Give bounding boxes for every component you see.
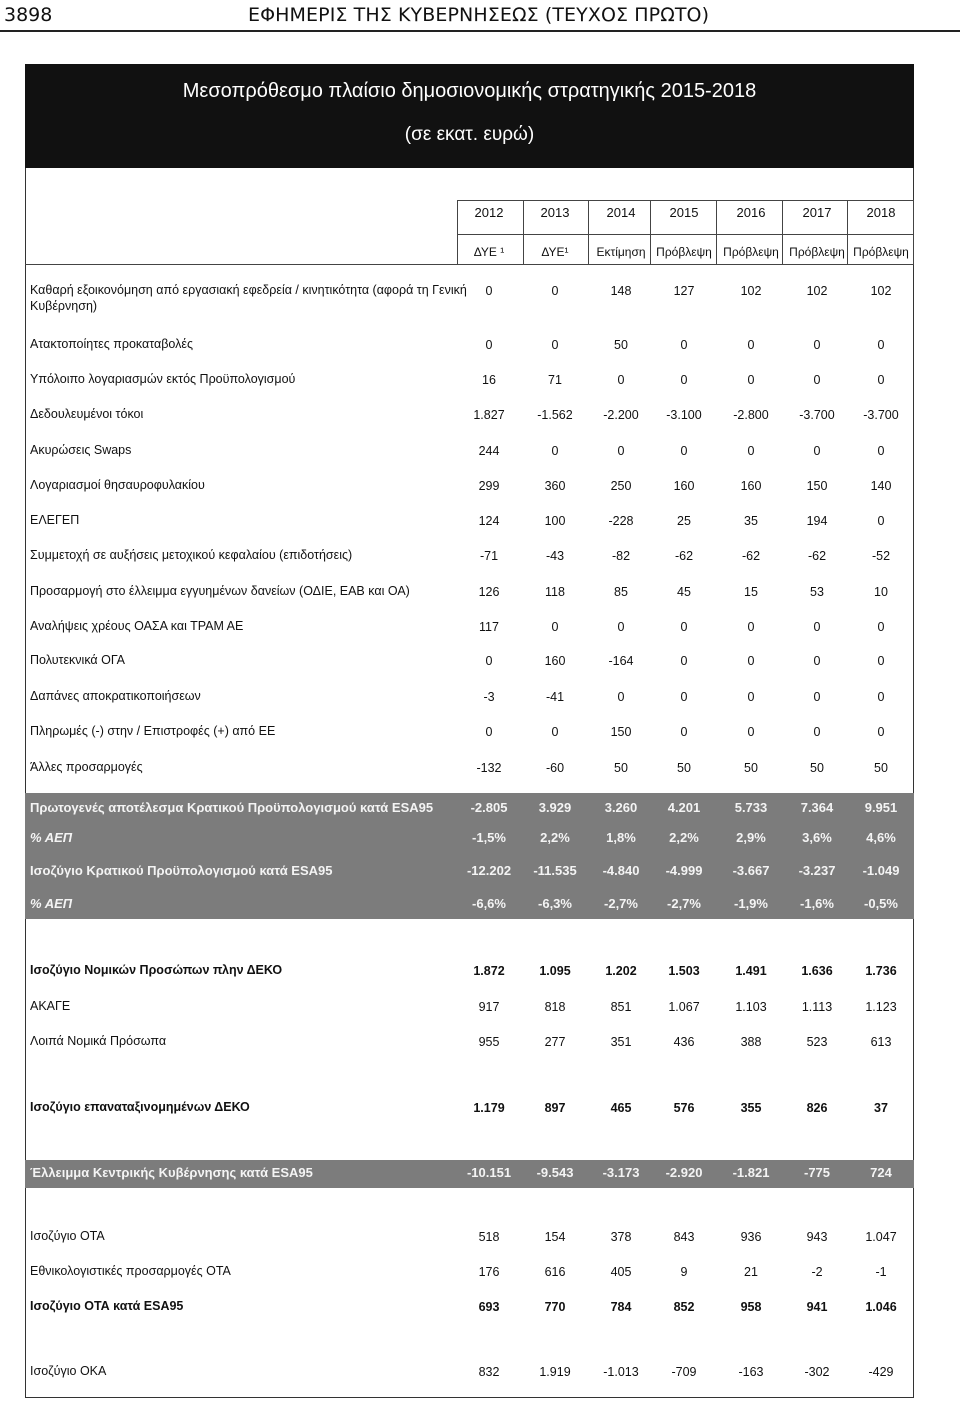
table-cell: 0 bbox=[617, 620, 625, 634]
table-cell: -3.700 bbox=[863, 408, 899, 422]
table-cell: -43 bbox=[545, 549, 565, 563]
table-cell: 1.736 bbox=[865, 964, 897, 978]
table-cell: -132 bbox=[476, 761, 502, 775]
band-row-label: Έλλειμμα Κεντρικής Κυβέρνησης κατά ESA95 bbox=[30, 1165, 313, 1180]
band-cell: -2.920 bbox=[665, 1165, 703, 1180]
table-cell: 897 bbox=[544, 1101, 566, 1115]
table-cell: 936 bbox=[740, 1230, 762, 1244]
table-cell: 160 bbox=[673, 479, 695, 493]
header-rule-mid bbox=[457, 234, 913, 235]
row-label: Αναλήψεις χρέους ΟΑΣΑ και ΤΡΑΜ ΑΕ bbox=[30, 619, 244, 633]
table-cell: 1.095 bbox=[539, 964, 571, 978]
table-cell: 1.067 bbox=[668, 1000, 700, 1014]
table-cell: 0 bbox=[877, 725, 885, 739]
table-cell: -3.100 bbox=[666, 408, 702, 422]
band-cell: -3.237 bbox=[798, 863, 836, 878]
column-divider bbox=[913, 200, 914, 264]
row-label: Ισοζύγιο επαναταξινομημένων ΔΕΚΟ bbox=[30, 1100, 250, 1114]
table-cell: -62 bbox=[674, 549, 694, 563]
band-cell: -1,6% bbox=[800, 896, 834, 911]
table-cell: 1.202 bbox=[605, 964, 637, 978]
band-cell: 2,2% bbox=[540, 830, 570, 845]
table-cell: -71 bbox=[479, 549, 499, 563]
table-cell: 35 bbox=[744, 514, 758, 528]
table-cell: 9 bbox=[680, 1265, 688, 1279]
table-cell: 436 bbox=[673, 1035, 695, 1049]
table-cell: 851 bbox=[610, 1000, 632, 1014]
band-cell: -4.999 bbox=[665, 863, 703, 878]
row-label: ΑΚΑΓΕ bbox=[30, 999, 71, 1013]
row-label: Ισοζύγιο ΟΤΑ κατά ESA95 bbox=[30, 1299, 184, 1313]
table-cell: 1.179 bbox=[473, 1101, 505, 1115]
table-cell: 0 bbox=[551, 338, 559, 352]
table-cell: 1.636 bbox=[801, 964, 833, 978]
table-cell: -62 bbox=[807, 549, 827, 563]
table-cell: 523 bbox=[806, 1035, 828, 1049]
table-cell: 21 bbox=[744, 1265, 758, 1279]
band-cell: -2.805 bbox=[470, 800, 508, 815]
header-rule-top bbox=[457, 200, 913, 201]
table-cell: 0 bbox=[551, 725, 559, 739]
table-cell: 50 bbox=[677, 761, 691, 775]
band-cell: -3.173 bbox=[602, 1165, 640, 1180]
table-cell: 154 bbox=[544, 1230, 566, 1244]
table-cell: 784 bbox=[610, 1300, 632, 1314]
table-cell: 0 bbox=[551, 444, 559, 458]
table-cell: 0 bbox=[747, 690, 755, 704]
table-cell: 0 bbox=[877, 373, 885, 387]
table-cell: 1.103 bbox=[735, 1000, 767, 1014]
estimate-type-header: Πρόβλεψη bbox=[723, 245, 779, 259]
table-cell: 0 bbox=[877, 690, 885, 704]
table-cell: 124 bbox=[478, 514, 500, 528]
table-cell: 194 bbox=[806, 514, 828, 528]
table-cell: 0 bbox=[485, 725, 493, 739]
row-label: Καθαρή εξοικονόμηση από εργασιακή εφεδρεία / κινητικότητα (αφορά τη Γενική Κυβέρνηση) bbox=[30, 283, 467, 313]
estimate-type-header: Πρόβλεψη bbox=[789, 245, 845, 259]
table-cell: -1 bbox=[875, 1265, 887, 1279]
table-cell: -228 bbox=[608, 514, 634, 528]
journal-title: ΕΦΗΜΕΡΙΣ ΤΗΣ ΚΥΒΕΡΝΗΣΕΩΣ (ΤΕΥΧΟΣ ΠΡΩΤΟ) bbox=[248, 4, 710, 26]
table-cell: -52 bbox=[871, 549, 891, 563]
band-cell: -3.667 bbox=[732, 863, 770, 878]
table-cell: 140 bbox=[870, 479, 892, 493]
table-cell: 0 bbox=[551, 620, 559, 634]
table-cell: 405 bbox=[610, 1265, 632, 1279]
table-cell: 0 bbox=[747, 725, 755, 739]
table-cell: -1.562 bbox=[537, 408, 573, 422]
table-cell: -2.200 bbox=[603, 408, 639, 422]
year-header: 2013 bbox=[540, 205, 570, 220]
band-cell: -1,9% bbox=[734, 896, 768, 911]
table-cell: 0 bbox=[813, 444, 821, 458]
table-cell: 351 bbox=[610, 1035, 632, 1049]
table-cell: 50 bbox=[810, 761, 824, 775]
table-cell: 71 bbox=[548, 373, 562, 387]
table-cell: 0 bbox=[813, 654, 821, 668]
row-label: Ατακτοποίητες προκαταβολές bbox=[30, 337, 193, 351]
band-cell: 1,8% bbox=[606, 830, 636, 845]
table-cell: 0 bbox=[813, 725, 821, 739]
table-cell: 0 bbox=[617, 690, 625, 704]
year-header: 2017 bbox=[802, 205, 832, 220]
table-cell: 0 bbox=[747, 654, 755, 668]
table-cell: -2 bbox=[811, 1265, 823, 1279]
table-cell: 0 bbox=[813, 690, 821, 704]
band-cell: -11.535 bbox=[533, 863, 577, 878]
table-cell: 0 bbox=[747, 338, 755, 352]
estimate-type-header: Πρόβλεψη bbox=[656, 245, 712, 259]
table-cell: 25 bbox=[677, 514, 691, 528]
table-cell: -3 bbox=[483, 690, 495, 704]
band-cell: -6,6% bbox=[472, 896, 506, 911]
table-cell: 0 bbox=[877, 338, 885, 352]
year-header: 2016 bbox=[736, 205, 766, 220]
table-cell: 118 bbox=[545, 585, 565, 599]
table-cell: 518 bbox=[478, 1230, 500, 1244]
band-cell: -12.202 bbox=[466, 863, 512, 878]
table-cell: 102 bbox=[870, 284, 892, 298]
table-cell: 0 bbox=[485, 284, 493, 298]
table-cell: 941 bbox=[806, 1300, 828, 1314]
table-cell: -302 bbox=[804, 1365, 830, 1379]
estimate-type-header: Εκτίμηση bbox=[596, 245, 646, 259]
band-cell: -6,3% bbox=[538, 896, 572, 911]
band-cell: 724 bbox=[870, 1165, 892, 1180]
table-cell: 0 bbox=[485, 654, 493, 668]
table-cell: 388 bbox=[740, 1035, 762, 1049]
table-cell: 955 bbox=[478, 1035, 500, 1049]
table-cell: 0 bbox=[877, 514, 885, 528]
table-cell: -164 bbox=[608, 654, 634, 668]
table-subtitle: (σε εκατ. ευρώ) bbox=[404, 124, 535, 145]
band-cell: -10.151 bbox=[466, 1165, 512, 1180]
row-label: Εθνικολογιστικές προσαρμογές ΟΤΑ bbox=[30, 1264, 231, 1278]
year-header: 2018 bbox=[866, 205, 896, 220]
band-cell: 3,6% bbox=[802, 830, 832, 845]
table-cell: 102 bbox=[740, 284, 762, 298]
table-cell: 1.503 bbox=[668, 964, 700, 978]
estimate-type-header: ΔΥΕ ¹ bbox=[473, 245, 505, 259]
band-cell: 5.733 bbox=[734, 800, 768, 815]
table-cell: 0 bbox=[813, 338, 821, 352]
table-cell: 277 bbox=[544, 1035, 566, 1049]
table-cell: 0 bbox=[813, 373, 821, 387]
table-cell: 0 bbox=[747, 373, 755, 387]
table-cell: 943 bbox=[806, 1230, 828, 1244]
table-cell: 613 bbox=[870, 1035, 892, 1049]
table-cell: 0 bbox=[680, 373, 688, 387]
table-cell: 818 bbox=[544, 1000, 566, 1014]
table-cell: 16 bbox=[482, 373, 496, 387]
table-cell: -82 bbox=[611, 549, 631, 563]
table-cell: 917 bbox=[478, 1000, 500, 1014]
table-cell: -429 bbox=[868, 1365, 894, 1379]
table-cell: 0 bbox=[747, 620, 755, 634]
table-cell: 176 bbox=[478, 1265, 500, 1279]
table-cell: 50 bbox=[874, 761, 888, 775]
table-cell: 127 bbox=[673, 284, 695, 298]
table-cell: 126 bbox=[478, 585, 500, 599]
estimate-type-header: Πρόβλεψη bbox=[853, 245, 909, 259]
table-cell: 148 bbox=[610, 284, 632, 298]
band-cell: -1.821 bbox=[732, 1165, 770, 1180]
band-cell: -1.049 bbox=[862, 863, 900, 878]
band-row-label: Πρωτογενές αποτέλεσμα Κρατικού Προϋπολογισμού κατά ESA95 bbox=[30, 800, 434, 815]
band-cell: 4,6% bbox=[866, 830, 896, 845]
table-cell: 299 bbox=[478, 479, 500, 493]
row-label: Δαπάνες αποκρατικοποιήσεων bbox=[30, 689, 201, 703]
table-cell: 15 bbox=[744, 585, 758, 599]
band-cell: 3.929 bbox=[538, 800, 572, 815]
table-cell: 0 bbox=[485, 338, 493, 352]
band-cell: -2,7% bbox=[604, 896, 638, 911]
band-row-label: % ΑΕΠ bbox=[30, 830, 73, 845]
table-cell: 1.919 bbox=[539, 1365, 571, 1379]
table-cell: 1.046 bbox=[865, 1300, 897, 1314]
table-cell: 160 bbox=[544, 654, 566, 668]
table-cell: 100 bbox=[544, 514, 566, 528]
table-cell: 150 bbox=[610, 725, 632, 739]
estimate-type-header: ΔΥΕ¹ bbox=[541, 245, 569, 259]
primary-balance-band bbox=[25, 793, 914, 919]
band-cell: -775 bbox=[803, 1165, 831, 1180]
band-cell: -1,5% bbox=[472, 830, 506, 845]
table-cell: -1.013 bbox=[603, 1365, 639, 1379]
table-cell: 50 bbox=[614, 338, 628, 352]
table-cell: 1.872 bbox=[473, 964, 505, 978]
table-cell: -2.800 bbox=[733, 408, 769, 422]
table-cell: -60 bbox=[545, 761, 565, 775]
band-row-label: Ισοζύγιο Κρατικού Προϋπολογισμού κατά ESA95 bbox=[30, 863, 333, 878]
band-cell: 7.364 bbox=[800, 800, 834, 815]
band-cell: -0,5% bbox=[864, 896, 898, 911]
table-cell: 53 bbox=[810, 585, 824, 599]
table-cell: 0 bbox=[617, 373, 625, 387]
table-cell: 1.113 bbox=[801, 1000, 833, 1014]
column-divider bbox=[716, 200, 717, 264]
table-cell: 378 bbox=[610, 1230, 632, 1244]
table-cell: 0 bbox=[680, 620, 688, 634]
row-label: ΕΛΕΓΕΠ bbox=[30, 513, 80, 527]
row-label: Πολυτεκνικά ΟΓΑ bbox=[30, 653, 125, 667]
table-cell: 45 bbox=[677, 585, 691, 599]
table-cell: 1.123 bbox=[865, 1000, 897, 1014]
band-cell: 9.951 bbox=[864, 800, 898, 815]
table-title: Μεσοπρόθεσμο πλαίσιο δημοσιονομικής στρατηγικής 2015-2018 bbox=[182, 80, 757, 102]
row-label: Άλλες προσαρμογές bbox=[30, 760, 143, 774]
table-cell: 37 bbox=[874, 1101, 888, 1115]
band-cell: 2,9% bbox=[736, 830, 766, 845]
table-cell: 843 bbox=[673, 1230, 695, 1244]
table-cell: 355 bbox=[740, 1101, 762, 1115]
table-cell: 0 bbox=[680, 654, 688, 668]
row-label: Πληρωμές (-) στην / Επιστροφές (+) από ΕΕ bbox=[30, 724, 276, 738]
table-cell: 150 bbox=[806, 479, 828, 493]
table-cell: 0 bbox=[680, 690, 688, 704]
table-cell: 465 bbox=[610, 1101, 632, 1115]
row-label: Ισοζύγιο ΟΚΑ bbox=[30, 1364, 107, 1378]
row-label: Ισοζύγιο Νομικών Προσώπων πλην ΔΕΚΟ bbox=[30, 963, 283, 977]
table-cell: -41 bbox=[545, 690, 565, 704]
row-label: Λοιπά Νομικά Πρόσωπα bbox=[30, 1034, 167, 1048]
table-cell: 0 bbox=[877, 654, 885, 668]
table-cell: 826 bbox=[806, 1101, 828, 1115]
table-cell: 576 bbox=[673, 1101, 695, 1115]
table-cell: 85 bbox=[614, 585, 628, 599]
table-cell: 1.491 bbox=[735, 964, 767, 978]
table-cell: 250 bbox=[610, 479, 632, 493]
row-label: Συμμετοχή σε αυξήσεις μετοχικού κεφαλαίου (επιδοτήσεις) bbox=[30, 548, 353, 562]
page-header bbox=[0, 0, 960, 30]
header-rule-bottom bbox=[25, 264, 914, 265]
row-label: Λογαριασμοί θησαυροφυλακίου bbox=[30, 478, 205, 492]
band-cell: -2,7% bbox=[667, 896, 701, 911]
table-cell: 0 bbox=[680, 725, 688, 739]
year-header: 2015 bbox=[669, 205, 699, 220]
table-cell: 117 bbox=[479, 620, 499, 634]
band-cell: -4.840 bbox=[602, 863, 640, 878]
table-cell: 50 bbox=[744, 761, 758, 775]
table-cell: 616 bbox=[544, 1265, 566, 1279]
table-cell: 958 bbox=[740, 1300, 762, 1314]
band-cell: 4.201 bbox=[667, 800, 701, 815]
row-label: Ακυρώσεις Swaps bbox=[30, 443, 132, 457]
table-cell: 0 bbox=[680, 444, 688, 458]
row-label: Προσαρμογή στο έλλειμμα εγγυημένων δανείων (ΟΔΙΕ, ΕΑΒ και ΟΑ) bbox=[30, 584, 410, 598]
table-cell: 852 bbox=[673, 1300, 695, 1314]
table-cell: 0 bbox=[747, 444, 755, 458]
table-banner bbox=[25, 64, 914, 168]
table-cell: 1.827 bbox=[473, 408, 505, 422]
band-row-label: % ΑΕΠ bbox=[30, 896, 73, 911]
table-cell: 832 bbox=[478, 1365, 500, 1379]
table-cell: 0 bbox=[617, 444, 625, 458]
table-cell: 360 bbox=[544, 479, 566, 493]
header-rule bbox=[0, 30, 960, 32]
table-cell: 693 bbox=[478, 1300, 500, 1314]
table-cell: 0 bbox=[680, 338, 688, 352]
table-cell: -62 bbox=[741, 549, 761, 563]
page-number: 3898 bbox=[4, 4, 53, 26]
table-cell: 0 bbox=[877, 444, 885, 458]
table-cell: -3.700 bbox=[799, 408, 835, 422]
table-cell: 160 bbox=[740, 479, 762, 493]
central-government-deficit-band bbox=[25, 1160, 914, 1188]
table-cell: -163 bbox=[738, 1365, 764, 1379]
year-header: 2014 bbox=[606, 205, 636, 220]
table-cell: 102 bbox=[806, 284, 828, 298]
band-cell: 3.260 bbox=[604, 800, 638, 815]
table-cell: 770 bbox=[544, 1300, 566, 1314]
table-cell: 0 bbox=[877, 620, 885, 634]
table-cell: 10 bbox=[874, 585, 888, 599]
table-cell: 1.047 bbox=[865, 1230, 897, 1244]
year-header: 2012 bbox=[474, 205, 504, 220]
band-cell: 2,2% bbox=[669, 830, 699, 845]
row-label: Ισοζύγιο ΟΤΑ bbox=[30, 1229, 105, 1243]
table-cell: -709 bbox=[671, 1365, 697, 1379]
table-cell: 0 bbox=[551, 284, 559, 298]
row-label: Υπόλοιπο λογαριασμών εκτός Προϋπολογισμού bbox=[30, 372, 296, 386]
table-cell: 50 bbox=[614, 761, 628, 775]
table-cell: 244 bbox=[478, 444, 500, 458]
row-label: Δεδουλευμένοι τόκοι bbox=[30, 407, 144, 421]
table-cell: 0 bbox=[813, 620, 821, 634]
band-cell: -9.543 bbox=[536, 1165, 574, 1180]
